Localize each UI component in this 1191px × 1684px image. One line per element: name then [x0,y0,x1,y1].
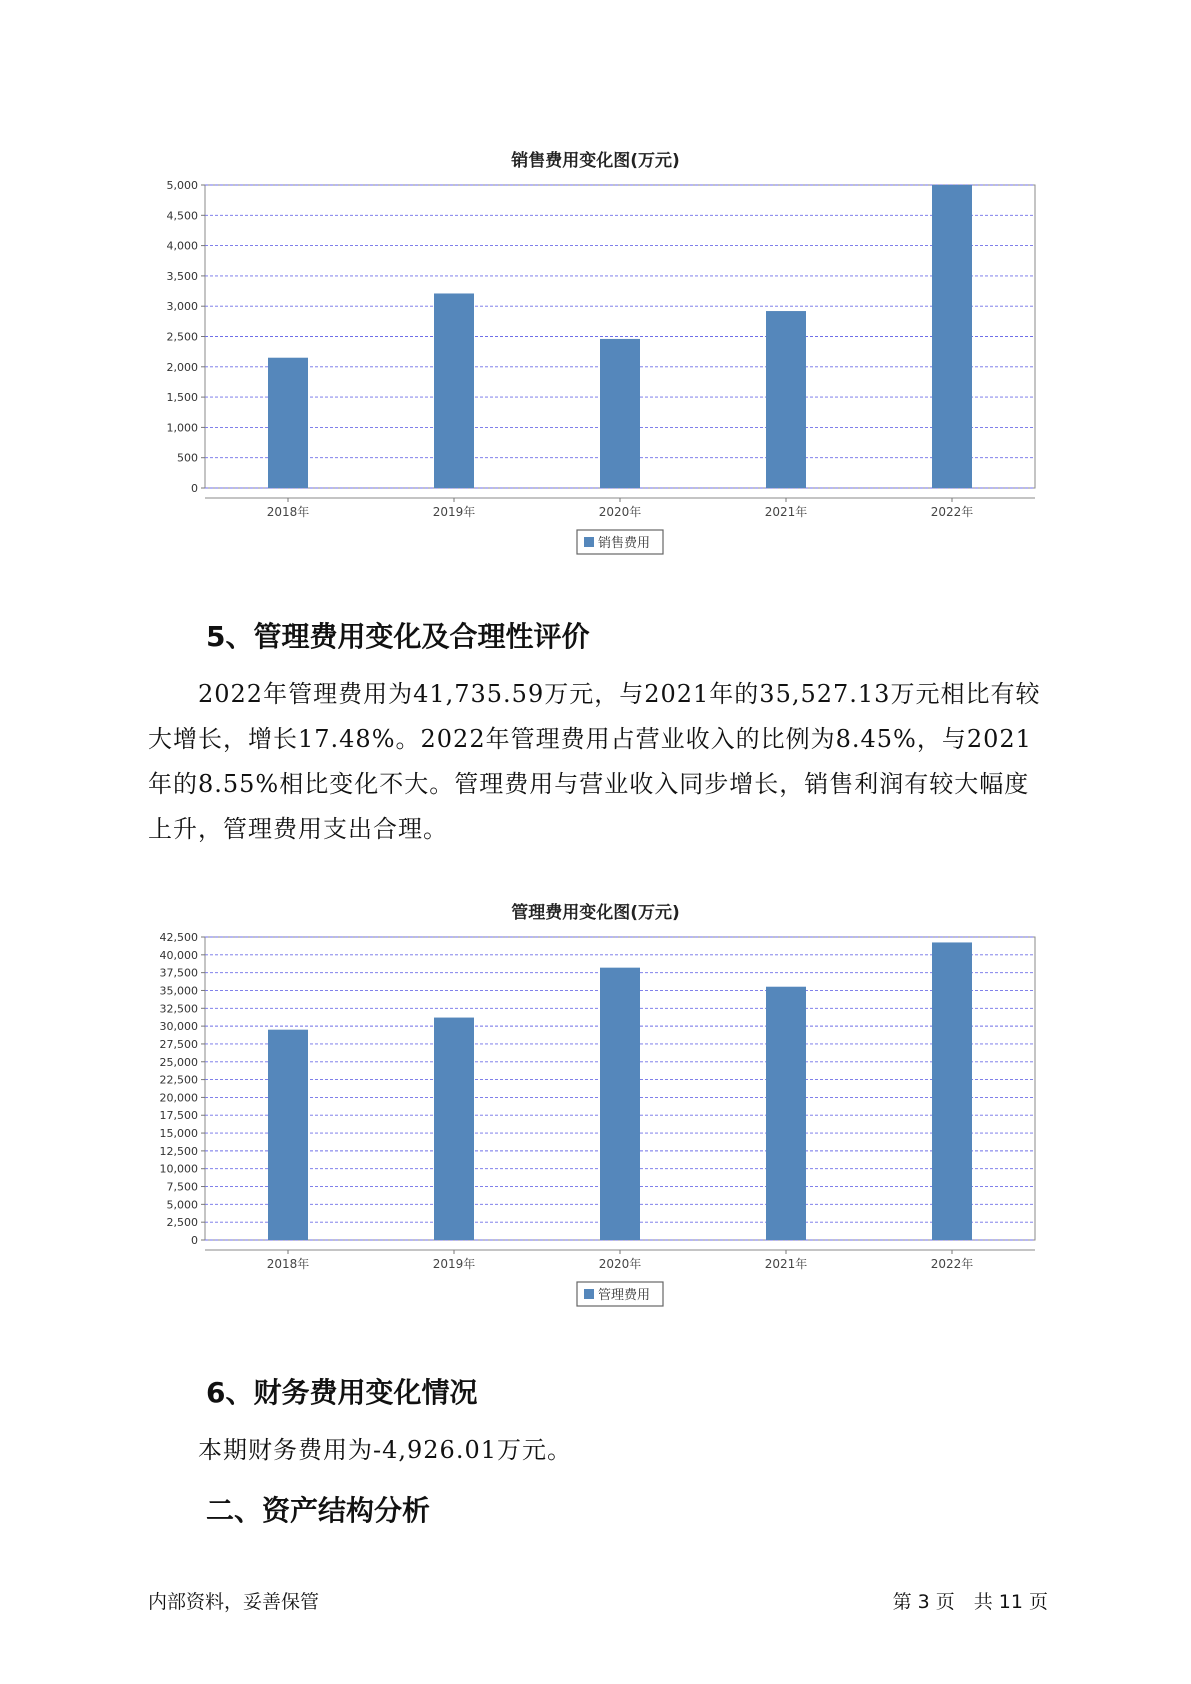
section-6-text: 本期财务费用为-4,926.01万元。 [198,1436,572,1464]
admin-ytick-label: 35,000 [159,984,198,998]
admin-ytick-label: 30,000 [159,1020,198,1034]
sales-expense-chart [150,178,1050,586]
admin-ytick-label: 15,000 [159,1127,198,1141]
admin-ytick-label: 2,500 [166,1216,198,1230]
section-5-text: 2022年管理费用为41,735.59万元，与2021年的35,527.13万元相比有较大增长，增长17.48%。2022年管理费用占营业收入的比例为8.45%，与2021年的8.55%相比变化不大。管理费用与营业收入同步增长，销售利润有较大幅度上升，管理费用支出合理。 [148,680,1041,843]
sales-ytick-label: 2,500 [166,330,198,344]
admin-ytick-label: 7,500 [166,1180,198,1194]
admin-ytick-label: 22,500 [159,1073,198,1087]
admin-ytick-label: 37,500 [159,966,198,980]
admin-ytick-label: 27,500 [159,1037,198,1051]
sales-ytick-label: 500 [177,451,198,465]
sales-xtick-label: 2022年 [930,505,974,519]
admin-legend-swatch [584,1289,594,1299]
sales-bar [434,293,474,488]
admin-chart-title: 管理费用变化图(万元) [511,903,680,923]
sales-ytick-label: 3,000 [166,300,198,314]
sales-legend [577,530,663,554]
sales-xtick-label: 2021年 [764,505,808,519]
sales-ytick-label: 3,500 [166,269,198,283]
footer-page-number: 第 3 页 共 11 页 [892,1591,1048,1613]
sales-ytick-label: 4,500 [166,209,198,223]
admin-ytick-label: 5,000 [166,1198,198,1212]
admin-bar [268,1030,308,1240]
sales-ytick-label: 4,000 [166,239,198,253]
sales-xtick-label: 2018年 [266,505,310,519]
admin-ytick-label: 17,500 [159,1109,198,1123]
admin-xtick-label: 2018年 [266,1257,310,1271]
section-6-paragraph [148,1428,1048,1473]
admin-xtick-label: 2020年 [598,1257,642,1271]
sales-chart-title: 销售费用变化图(万元) [511,151,680,171]
section-6-heading: 6、财务费用变化情况 [206,1376,478,1409]
admin-legend [577,1282,663,1306]
sales-bar [766,311,806,488]
sales-legend-swatch [584,537,594,547]
section-two-heading: 二、资产结构分析 [206,1494,431,1527]
sales-bar [268,358,308,488]
section-5-paragraph [148,672,1048,852]
admin-ytick-label: 32,500 [159,1002,198,1016]
admin-xtick-label: 2021年 [764,1257,808,1271]
sales-legend-label: 销售费用 [598,536,651,551]
admin-ytick-label: 42,500 [159,931,198,944]
sales-ytick-label: 1,500 [166,391,198,405]
section-5-heading: 5、管理费用变化及合理性评价 [206,620,590,653]
admin-legend-label: 管理费用 [598,1288,651,1303]
admin-ytick-label: 10,000 [159,1162,198,1176]
admin-bar [766,987,806,1240]
admin-bar [600,968,640,1240]
footer-confidential-note: 内部资料，妥善保管 [148,1591,320,1613]
admin-ytick-label: 25,000 [159,1055,198,1069]
admin-bar [932,942,972,1240]
sales-ytick-label: 0 [191,482,198,495]
sales-ytick-label: 5,000 [166,179,198,192]
admin-ytick-label: 12,500 [159,1144,198,1158]
sales-ytick-label: 1,000 [166,421,198,435]
admin-expense-chart [150,930,1050,1338]
sales-bar [932,185,972,488]
admin-bar [434,1018,474,1240]
admin-ytick-label: 40,000 [159,948,198,962]
sales-ytick-label: 2,000 [166,360,198,374]
sales-bar [600,339,640,488]
sales-xtick-label: 2020年 [598,505,642,519]
admin-ytick-label: 0 [191,1234,198,1247]
admin-ytick-label: 20,000 [159,1091,198,1105]
sales-xtick-label: 2019年 [432,505,476,519]
admin-xtick-label: 2019年 [432,1257,476,1271]
admin-xtick-label: 2022年 [930,1257,974,1271]
